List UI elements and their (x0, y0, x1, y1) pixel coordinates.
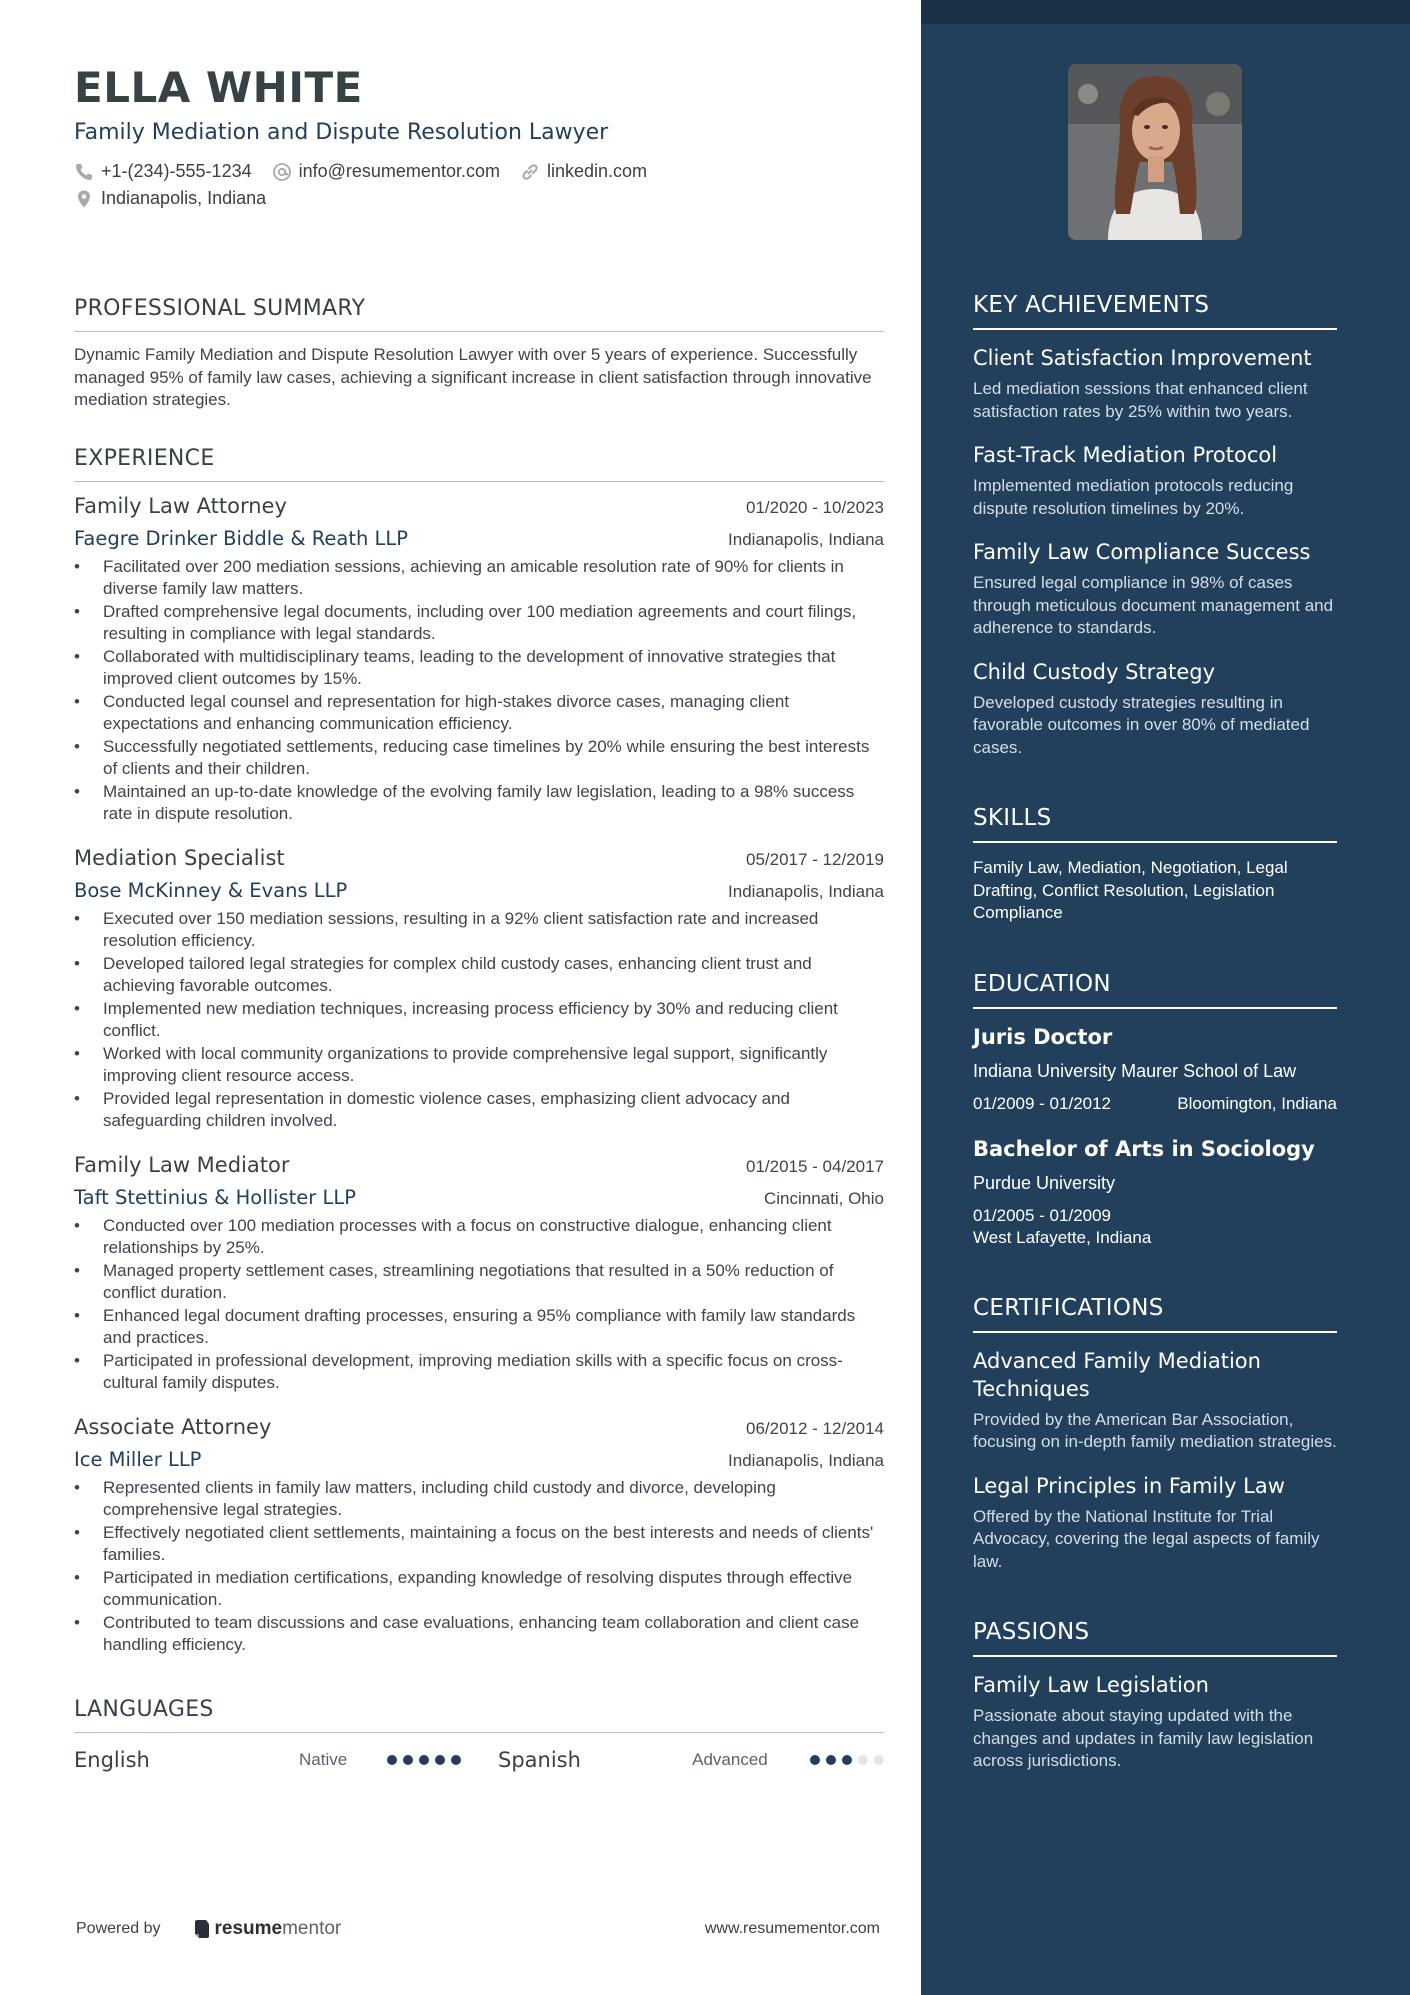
brand-bold: resume (214, 1918, 283, 1939)
skills-section (973, 805, 1337, 925)
education-section (973, 971, 1337, 1249)
language-item (74, 1748, 498, 1772)
job-dates: 01/2020 - 10/2023 (745, 497, 884, 517)
certification-item (973, 1472, 1337, 1574)
rating-dot (451, 1755, 461, 1765)
education-school: Purdue University (973, 1172, 1116, 1193)
language-item (498, 1748, 884, 1772)
candidate-role: Family Mediation and Dispute Resolution Lawyer (74, 120, 609, 145)
profile-photo (1068, 64, 1242, 240)
contact-location (74, 188, 266, 209)
language-level: Native (299, 1749, 348, 1769)
job-dates: 01/2015 - 04/2017 (745, 1156, 884, 1176)
phone-text: +1-(234)-555-1234 (101, 161, 252, 181)
job-dates: 05/2017 - 12/2019 (745, 849, 884, 869)
rating-dot (403, 1755, 413, 1765)
job-company: Bose McKinney & Evans LLP (74, 878, 348, 902)
bullet-item: • Executed over 150 mediation sessions, resulting in a 92% client satisfaction rate and increased resolution efficiency. (74, 908, 884, 953)
location-text: Indianapolis, Indiana (101, 188, 267, 208)
achievement-item (973, 658, 1337, 760)
achievement-title: Client Satisfaction Improvement (973, 346, 1312, 370)
education-dates: 01/2005 - 01/2009 (973, 1205, 1112, 1225)
bullet-item: • Represented clients in family law matters, including child custody and divorce, developing comprehensive legal strategies. (74, 1477, 884, 1522)
rating-dot (419, 1755, 429, 1765)
achievement-title: Fast-Track Mediation Protocol (973, 443, 1278, 467)
bullet-item: • Implemented new mediation techniques, increasing process efficiency by 30% and reducing client conflict. (74, 998, 884, 1043)
job-title: Family Law Mediator (74, 1152, 290, 1177)
linkedin-text: linkedin.com (546, 161, 648, 181)
certifications-section (973, 1295, 1337, 1574)
bullet-item: • Conducted over 100 mediation processes with a focus on constructive dialogue, enhancing client relationships by 25%. (74, 1215, 884, 1260)
certification-text: Offered by the National Institute for Trial Advocacy, covering the legal aspects of family law. (973, 1506, 1320, 1571)
rating-dot (858, 1755, 868, 1765)
language-rating (810, 1755, 884, 1765)
job-company: Taft Stettinius & Hollister LLP (74, 1185, 356, 1209)
passions-heading: PASSIONS (973, 1619, 1337, 1657)
job-title: Family Law Attorney (74, 493, 287, 518)
achievement-item (973, 441, 1337, 520)
sidebar-top-bar (921, 0, 1410, 24)
contact-linkedin[interactable] (520, 161, 647, 182)
achievements-heading: KEY ACHIEVEMENTS (973, 292, 1337, 330)
summary-text: Dynamic Family Mediation and Dispute Resolution Lawyer with over 5 years of experience. Successfully managed 95% of family law cases, achieving a significant increase in client satisfaction through innovative mediation strategies. (74, 345, 872, 409)
bullet-item: • Successfully negotiated settlements, reducing case timelines by 20% while ensuring the best interests of clients and their children. (74, 736, 884, 781)
education-dates: 01/2009 - 01/2012 (973, 1093, 1112, 1113)
job-entry (74, 1151, 884, 1395)
job-entry (74, 492, 884, 826)
job-location: Indianapolis, Indiana (728, 1450, 884, 1470)
brand-logo[interactable] (193, 1918, 342, 1940)
achievements-section (973, 292, 1337, 759)
bullet-item: • Facilitated over 200 mediation sessions, achieving an amicable resolution rate of 90% for clients in diverse family law matters. (74, 556, 884, 601)
certification-title: Advanced Family Mediation Techniques (973, 1348, 1261, 1401)
footer-website[interactable]: www.resumementor.com (704, 1920, 880, 1937)
experience-section (74, 446, 884, 1657)
candidate-name: ELLA WHITE (74, 63, 363, 112)
achievement-title: Family Law Compliance Success (973, 540, 1311, 564)
footer (76, 1918, 880, 1940)
job-entry (74, 844, 884, 1133)
bullet-item: • Enhanced legal document drafting processes, ensuring a 95% compliance with family law standards and practices. (74, 1305, 884, 1350)
bullet-item: • Participated in mediation certifications, expanding knowledge of resolving disputes through effective communication. (74, 1567, 884, 1612)
bullet-item: • Participated in professional development, improving mediation skills with a specific focus on cross-cultural family disputes. (74, 1350, 884, 1395)
powered-by-label: Powered by (76, 1920, 161, 1937)
rating-dot (842, 1755, 852, 1765)
resumementor-logo-icon (193, 1919, 211, 1939)
achievement-item (973, 344, 1337, 423)
languages-section (74, 1697, 884, 1775)
education-location: Bloomington, Indiana (1177, 1093, 1337, 1113)
achievement-text: Led mediation sessions that enhanced client satisfaction rates by 25% within two years. (973, 379, 1308, 421)
contact-phone[interactable] (74, 161, 252, 182)
job-bullets (74, 1477, 884, 1657)
job-title: Mediation Specialist (74, 845, 285, 870)
passion-title: Family Law Legislation (973, 1673, 1209, 1697)
job-title: Associate Attorney (74, 1414, 272, 1439)
rating-dot (874, 1755, 884, 1765)
bullet-item: • Managed property settlement cases, streamlining negotiations that resulted in a 50% reduction of conflict duration. (74, 1260, 884, 1305)
bullet-item: • Contributed to team discussions and case evaluations, enhancing team collaboration and client case handling efficiency. (74, 1612, 884, 1657)
education-heading: EDUCATION (973, 971, 1337, 1009)
contact-email[interactable] (272, 161, 500, 182)
education-item (973, 1135, 1337, 1249)
bullet-item: • Worked with local community organizations to provide comprehensive legal support, significantly improving client resource access. (74, 1043, 884, 1088)
education-degree: Juris Doctor (973, 1024, 1113, 1049)
certification-item (973, 1347, 1337, 1454)
education-location: West Lafayette, Indiana (973, 1227, 1152, 1247)
education-item (973, 1023, 1337, 1115)
summary-section (74, 296, 884, 412)
rating-dot (387, 1755, 397, 1765)
rating-dot (810, 1755, 820, 1765)
certification-title: Legal Principles in Family Law (973, 1473, 1285, 1498)
passion-item (973, 1671, 1337, 1773)
rating-dot (826, 1755, 836, 1765)
language-level: Advanced (692, 1749, 768, 1769)
experience-heading: EXPERIENCE (74, 446, 884, 482)
achievement-item (973, 538, 1337, 640)
at-icon (272, 162, 292, 182)
main-column (74, 62, 884, 1775)
link-icon (520, 162, 540, 182)
rating-dot (435, 1755, 445, 1765)
job-bullets (74, 556, 884, 826)
job-company: Ice Miller LLP (74, 1447, 202, 1471)
summary-heading: PROFESSIONAL SUMMARY (74, 296, 884, 332)
job-dates: 06/2012 - 12/2014 (745, 1418, 884, 1438)
language-rating (387, 1755, 461, 1765)
education-school: Indiana University Maurer School of Law (973, 1060, 1297, 1081)
bullet-item: • Drafted comprehensive legal documents, including over 100 mediation agreements and court filings, resulting in compliance with legal standards. (74, 601, 884, 646)
phone-icon (74, 162, 94, 182)
bullet-item: • Collaborated with multidisciplinary teams, leading to the development of innovative strategies that improved client outcomes by 15%. (74, 646, 884, 691)
contact-info (74, 158, 884, 212)
job-location: Cincinnati, Ohio (763, 1188, 884, 1208)
passion-text: Passionate about staying updated with the changes and updates in family law legislation across jurisdictions. (973, 1706, 1314, 1770)
skills-text: Family Law, Mediation, Negotiation, Legal Drafting, Conflict Resolution, Legislation Compliance (973, 858, 1288, 922)
skills-heading: SKILLS (973, 805, 1337, 843)
certifications-heading: CERTIFICATIONS (973, 1295, 1337, 1333)
passions-section (973, 1619, 1337, 1773)
job-location: Indianapolis, Indiana (728, 529, 884, 549)
education-degree: Bachelor of Arts in Sociology (973, 1136, 1315, 1161)
job-bullets (74, 1215, 884, 1395)
job-company: Faegre Drinker Biddle & Reath LLP (74, 526, 409, 550)
job-location: Indianapolis, Indiana (728, 881, 884, 901)
job-bullets (74, 908, 884, 1133)
achievement-text: Developed custody strategies resulting in favorable outcomes in over 80% of mediated cases. (973, 692, 1310, 757)
bullet-item: • Provided legal representation in domestic violence cases, emphasizing client advocacy and safeguarding children involved. (74, 1088, 884, 1133)
location-pin-icon (74, 189, 94, 209)
email-text: info@resumementor.com (298, 161, 500, 181)
achievement-text: Implemented mediation protocols reducing dispute resolution timelines by 20%. (973, 476, 1294, 518)
bullet-item: • Effectively negotiated client settlements, maintaining a focus on the best interests and needs of clients' families. (74, 1522, 884, 1567)
language-name: Spanish (498, 1747, 581, 1772)
bullet-item: • Developed tailored legal strategies for complex child custody cases, enhancing client trust and achieving favorable outcomes. (74, 953, 884, 998)
certification-text: Provided by the American Bar Association, focusing on in-depth family mediation strategies. (973, 1409, 1337, 1451)
bullet-item: • Maintained an up-to-date knowledge of the evolving family law legislation, leading to a 98% success rate in dispute resolution. (74, 781, 884, 826)
languages-heading: LANGUAGES (74, 1697, 884, 1733)
achievement-title: Child Custody Strategy (973, 659, 1216, 684)
bullet-item: • Conducted legal counsel and representation for high-stakes divorce cases, managing client expectations and enhancing communication efficiency. (74, 691, 884, 736)
brand-light: mentor (282, 1918, 342, 1939)
sidebar (921, 0, 1410, 1995)
achievement-text: Ensured legal compliance in 98% of cases through meticulous document management and adherence to standards. (973, 573, 1334, 637)
job-entry (74, 1413, 884, 1657)
language-name: English (74, 1747, 150, 1772)
